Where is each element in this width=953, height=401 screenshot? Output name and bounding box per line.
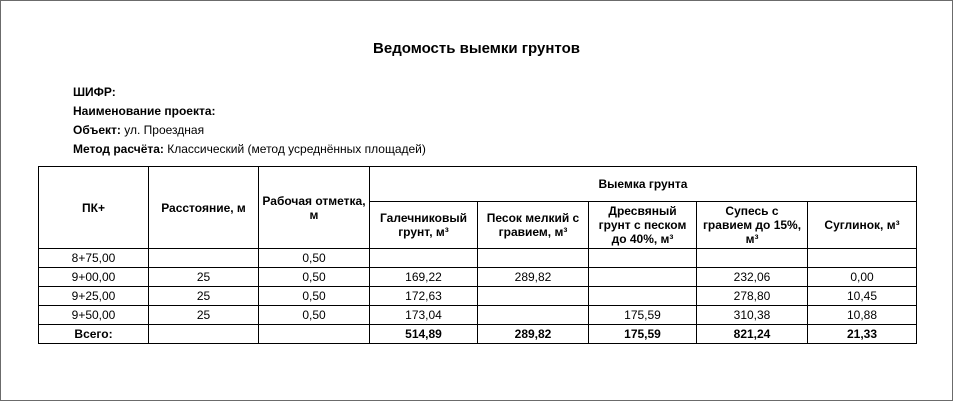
cell-mark: 0,50 — [259, 249, 370, 268]
cell-pk: 9+50,00 — [39, 306, 149, 325]
cell-grus-sand — [589, 249, 697, 268]
header-soil-grus-sand: Дресвяный грунт с песком до 40%, м³ — [589, 202, 697, 249]
cell-sand-gravel — [478, 249, 589, 268]
method-line — [73, 142, 426, 156]
header-soil-gravel: Галечниковый грунт, м³ — [370, 202, 478, 249]
cell-loam: 10,45 — [808, 287, 917, 306]
total-sand-gravel: 289,82 — [478, 325, 589, 344]
cell-distance: 25 — [149, 268, 259, 287]
cell-sandy-loam — [697, 249, 808, 268]
cell-distance — [149, 249, 259, 268]
cell-gravel: 169,22 — [370, 268, 478, 287]
header-soil-sand-gravel: Песок мелкий с гравием, м³ — [478, 202, 589, 249]
cell-loam: 10,88 — [808, 306, 917, 325]
cell-sand-gravel: 289,82 — [478, 268, 589, 287]
total-empty-distance — [149, 325, 259, 344]
report-title: Ведомость выемки грунтов — [373, 40, 580, 57]
cell-grus-sand — [589, 268, 697, 287]
cell-pk: 8+75,00 — [39, 249, 149, 268]
total-loam: 21,33 — [808, 325, 917, 344]
total-sandy-loam: 821,24 — [697, 325, 808, 344]
cell-distance: 25 — [149, 287, 259, 306]
header-work-mark: Рабочая отметка, м — [259, 167, 370, 249]
cell-sand-gravel — [478, 306, 589, 325]
total-row — [39, 325, 917, 344]
total-empty-mark — [259, 325, 370, 344]
cell-sandy-loam: 310,38 — [697, 306, 808, 325]
excavation-table — [38, 166, 917, 344]
cell-pk: 9+00,00 — [39, 268, 149, 287]
object-line — [73, 123, 204, 137]
cell-pk: 9+25,00 — [39, 287, 149, 306]
header-distance: Расстояние, м — [149, 167, 259, 249]
cell-grus-sand — [589, 287, 697, 306]
cell-sandy-loam: 278,80 — [697, 287, 808, 306]
object-label: Объект: — [73, 123, 121, 137]
total-gravel: 514,89 — [370, 325, 478, 344]
cell-loam: 0,00 — [808, 268, 917, 287]
object-value: ул. Проездная — [124, 123, 205, 137]
total-label: Всего: — [39, 325, 149, 344]
cipher-line — [73, 85, 116, 99]
cell-gravel — [370, 249, 478, 268]
header-excavation: Выемка грунта — [370, 167, 917, 202]
header-pk: ПК+ — [39, 167, 149, 249]
table-row — [39, 306, 917, 325]
cell-loam — [808, 249, 917, 268]
header-soil-loam: Суглинок, м³ — [808, 202, 917, 249]
cell-distance: 25 — [149, 306, 259, 325]
cell-gravel: 173,04 — [370, 306, 478, 325]
cell-mark: 0,50 — [259, 306, 370, 325]
cipher-label: ШИФР: — [73, 85, 116, 99]
cell-mark: 0,50 — [259, 287, 370, 306]
table-row — [39, 268, 917, 287]
method-value: Классический (метод усреднённых площадей) — [167, 142, 426, 156]
cell-gravel: 172,63 — [370, 287, 478, 306]
table-row — [39, 249, 917, 268]
header-soil-sandy-loam: Супесь с гравием до 15%, м³ — [697, 202, 808, 249]
project-line — [73, 104, 216, 118]
cell-sandy-loam: 232,06 — [697, 268, 808, 287]
cell-sand-gravel — [478, 287, 589, 306]
table-row — [39, 287, 917, 306]
cell-grus-sand: 175,59 — [589, 306, 697, 325]
method-label: Метод расчёта: — [73, 142, 164, 156]
total-grus-sand: 175,59 — [589, 325, 697, 344]
project-label: Наименование проекта: — [73, 104, 216, 118]
cell-mark: 0,50 — [259, 268, 370, 287]
